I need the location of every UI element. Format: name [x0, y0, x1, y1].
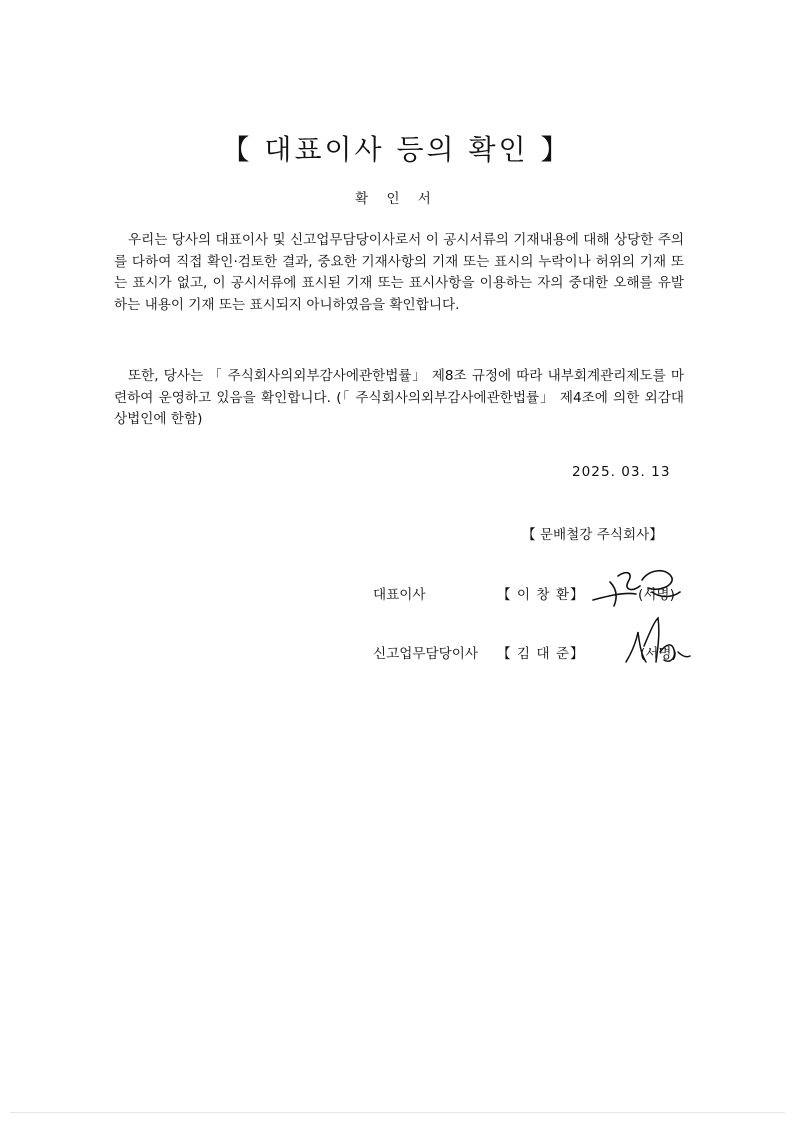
- page-subtitle: 확 인 서: [355, 191, 438, 207]
- company-name: 【 문배철강 주식회사】: [522, 527, 663, 543]
- signatory-name: 【 이 창 환】: [497, 587, 585, 603]
- signatory-title: 대표이사: [373, 587, 426, 603]
- document-date: 2025. 03. 13: [572, 464, 671, 480]
- signature-label: (서명): [640, 646, 677, 662]
- internal-control-paragraph: 또한, 당사는 「 주식회사의외부감사에관한법률」 제8조 규정에 따라 내부회계관리제도를 마련하여 운영하고 있음을 확인합니다. (「 주식회사의외부감사에관한법률」 제4조에 의한 외감대상법인에 한함): [114, 368, 684, 427]
- signatory-title: 신고업무담당이사: [373, 646, 479, 662]
- page-title: 【 대표이사 등의 확인 】: [221, 133, 572, 166]
- confirmation-paragraph: 우리는 당사의 대표이사 및 신고업무담당이사로서 이 공시서류의 기재내용에 대해 상당한 주의를 다하여 직접 확인·검토한 결과, 중요한 기재사항의 기재 또는 표시의 누락이나 허위의 기재 또는 표시가 없고, 이 공시서류에 표시된 기재 또는 표시사항을 이용하는 자의 중대한 오해를 유발하는 내용이 기재 또는 표시되지 아니하였음을 확인합니다.: [114, 232, 684, 313]
- signatory-name: 【 김 대 준】: [497, 646, 585, 662]
- scan-edge-line: [10, 1112, 785, 1113]
- signature-label: (서명): [638, 587, 675, 603]
